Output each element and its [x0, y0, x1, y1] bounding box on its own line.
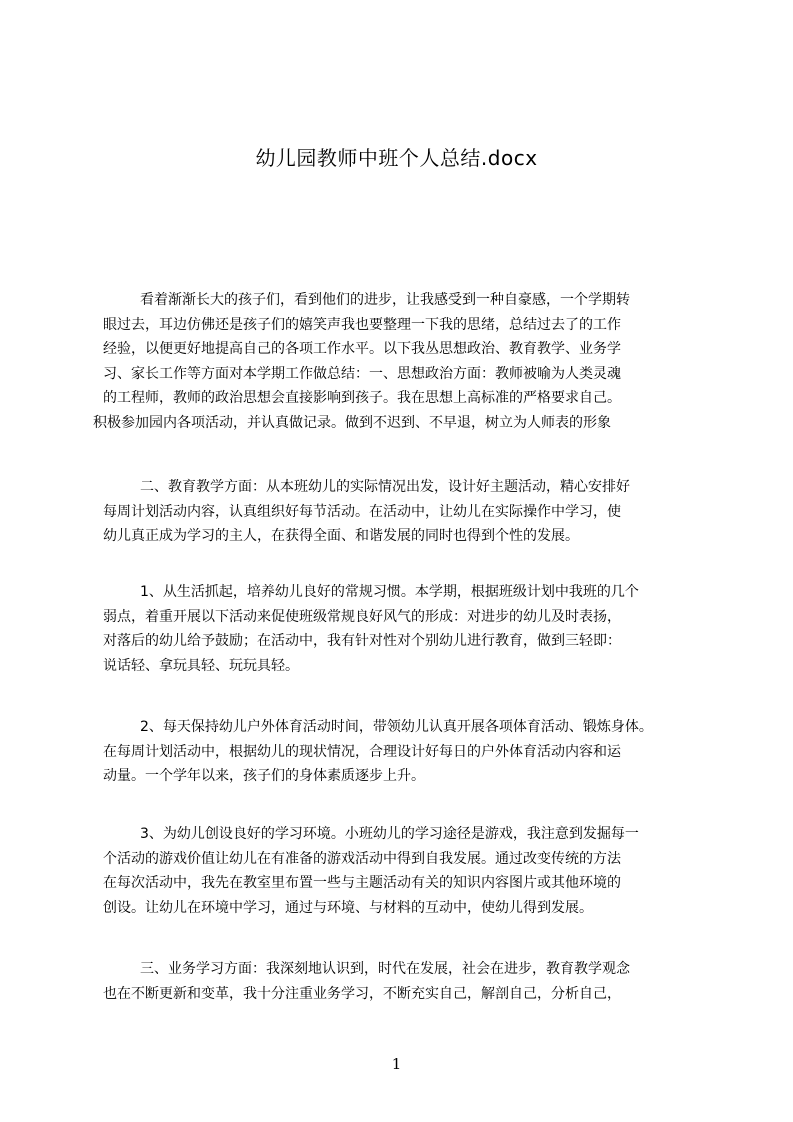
- paragraph-line: 也在不断更新和变革，我十分注重业务学习，不断充实自己，解剖自己，分析自己，: [103, 985, 621, 1002]
- paragraph-line: 看着渐渐长大的孩子们，看到他们的进步，让我感受到一种自豪感，一个学期转: [140, 292, 630, 308]
- paragraph-line: 眼过去，耳边仿佛还是孩子们的嬉笑声我也要整理一下我的思绪，总结过去了的工作: [103, 316, 621, 333]
- paragraph-environment: [103, 822, 703, 920]
- page-number: 1: [391, 1055, 402, 1073]
- paragraph-line: 在每周计划活动中，根据幼儿的现状情况，合理设计好每日的户外体育活动内容和运: [103, 743, 621, 760]
- paragraph-line: 个活动的游戏价值让幼儿在有准备的游戏活动中得到自我发展。通过改变传统的方法: [103, 850, 621, 867]
- paragraph-line: 对落后的幼儿给予鼓励；在活动中，我有针对性对个别幼儿进行教育，做到三轻即：: [103, 633, 621, 650]
- paragraph-line: 在每次活动中，我先在教室里布置一些与主题活动有关的知识内容图片或其他环境的: [103, 875, 621, 892]
- paragraph-line: 说话轻、拿玩具轻、玩玩具轻。: [103, 657, 299, 674]
- paragraph-line: 二、教育教学方面：从本班幼儿的实际情况出发，设计好主题活动，精心安排好: [140, 479, 630, 495]
- paragraph-line: 弱点，着重开展以下活动来促使班级常规良好风气的形成：对进步的幼儿及时表扬，: [103, 608, 621, 625]
- paragraph-line: 每周计划活动内容，认真组织好每节活动。在活动中，让幼儿在实际操作中学习，使: [103, 503, 621, 520]
- paragraph-teaching: [103, 475, 703, 549]
- paragraph-line: 经验，以便更好地提高自己的各项工作水平。以下我丛思想政治、教育教学、业务学: [103, 341, 621, 358]
- paragraph-sports: [103, 715, 703, 789]
- paragraph-line: 动量。一个学年以来，孩子们的身体素质逐步上升。: [103, 768, 425, 785]
- paragraph-line: 创设。让幼儿在环境中学习，通过与环境、与材料的互动中，使幼儿得到发展。: [103, 899, 593, 916]
- paragraph-line: 三、业务学习方面：我深刻地认识到，时代在发展，社会在进步，教育教学观念: [140, 961, 630, 977]
- paragraph-routine: [103, 580, 703, 678]
- paragraph-line: 2、每天保持幼儿户外体育活动时间，带领幼儿认真开展各项体育活动、锻炼身体。: [140, 719, 653, 735]
- document-title: 幼儿园教师中班个人总结.docx: [255, 146, 538, 170]
- paragraph-line: 习、家长工作等方面对本学期工作做总结：一、思想政治方面：教师被喻为人类灵魂: [103, 365, 621, 382]
- paragraph-line: 的工程师，教师的政治思想会直接影响到孩子。我在思想上高标准的严格要求自己。: [103, 390, 621, 407]
- paragraph-line: 3、为幼儿创设良好的学习环境。小班幼儿的学习途径是游戏，我注意到发掘每一: [140, 826, 639, 842]
- paragraph-line: 1、从生活抓起，培养幼儿良好的常规习惯。本学期，根据班级计划中我班的几个: [140, 584, 639, 600]
- paragraph-study: [103, 957, 703, 1006]
- paragraph-line: 积极参加园内各项活动，并认真做记录。做到不迟到、不早退，树立为人师表的形象: [93, 414, 611, 431]
- paragraph-intro: [93, 288, 703, 436]
- paragraph-line: 幼儿真正成为学习的主人，在获得全面、和谐发展的同时也得到个性的发展。: [103, 528, 579, 545]
